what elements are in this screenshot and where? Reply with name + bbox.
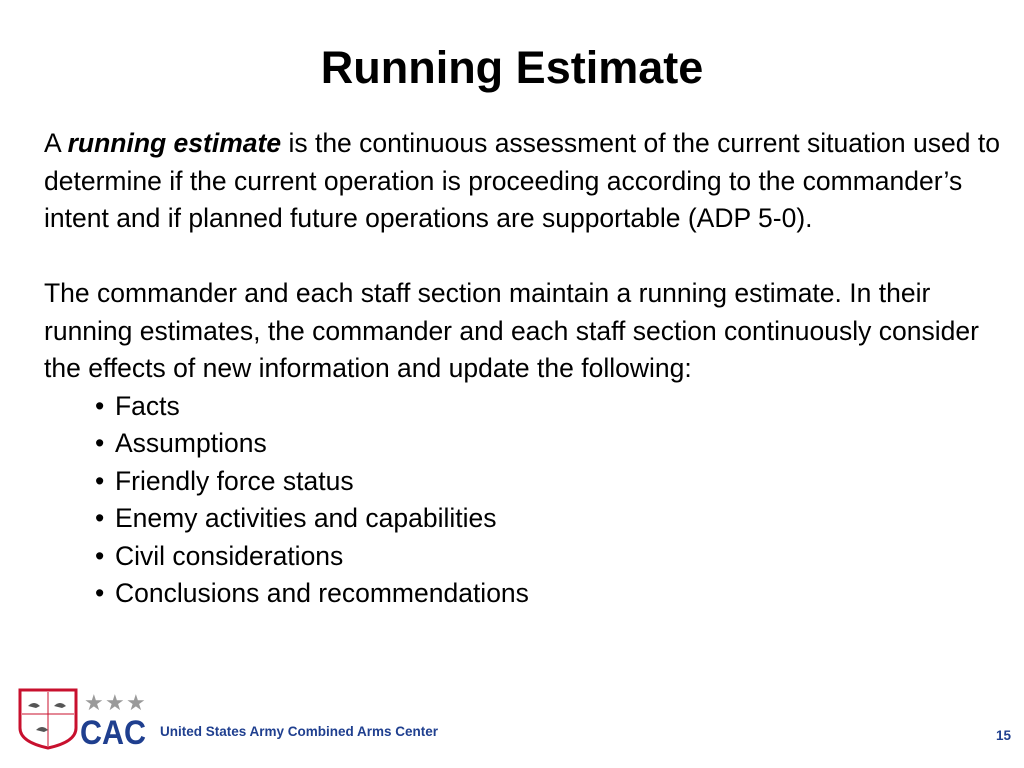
- bullet-icon: •: [95, 503, 105, 533]
- definition-intro: A: [44, 128, 68, 158]
- list-item-text: Facts: [115, 390, 180, 421]
- cac-logo: [16, 688, 148, 750]
- bullet-icon: •: [95, 540, 105, 571]
- star-icon: ★: [105, 691, 125, 716]
- list-item-text: Enemy activities and capabilities: [115, 503, 497, 533]
- list-item-text: Assumptions: [115, 428, 267, 458]
- logo-text: CAC: [80, 714, 146, 750]
- defined-term: running estimate: [67, 128, 282, 158]
- bullet-icon: •: [95, 390, 105, 421]
- list-item: [95, 388, 1004, 426]
- list-item: [95, 575, 1004, 613]
- slide-footer: [0, 688, 1024, 768]
- list-item: [95, 500, 1004, 538]
- list-item: [95, 463, 1004, 501]
- definition-paragraph: [44, 125, 1004, 238]
- slide-title: Running Estimate: [320, 42, 704, 93]
- list-item: [95, 538, 1004, 576]
- list-item-text: Conclusions and recommendations: [115, 578, 529, 608]
- organization-name: United States Army Combined Arms Center: [160, 724, 439, 739]
- bullet-icon: •: [95, 428, 105, 458]
- list-item-text: Friendly force status: [115, 465, 354, 496]
- bullet-icon: •: [95, 465, 105, 496]
- bullet-icon: •: [95, 578, 105, 608]
- star-icon: ★: [126, 691, 146, 716]
- slide-body: [44, 125, 1004, 613]
- page-number: 15: [995, 728, 1011, 743]
- list-item-text: Civil considerations: [115, 540, 344, 571]
- update-paragraph: The commander and each staff section maintain a running estimate. In their running estimates, the commander and each staff section continuously consider the effects of new information and update the following:: [44, 278, 979, 383]
- star-icon: ★: [84, 691, 104, 716]
- update-list: [44, 388, 1004, 613]
- definition-text: is the continuous assessment of the current situation used to determine if the current operation is proceeding according to the commander’s intent and if planned future operations are supportable (ADP 5-0).: [44, 128, 1000, 233]
- list-item: [95, 425, 1004, 463]
